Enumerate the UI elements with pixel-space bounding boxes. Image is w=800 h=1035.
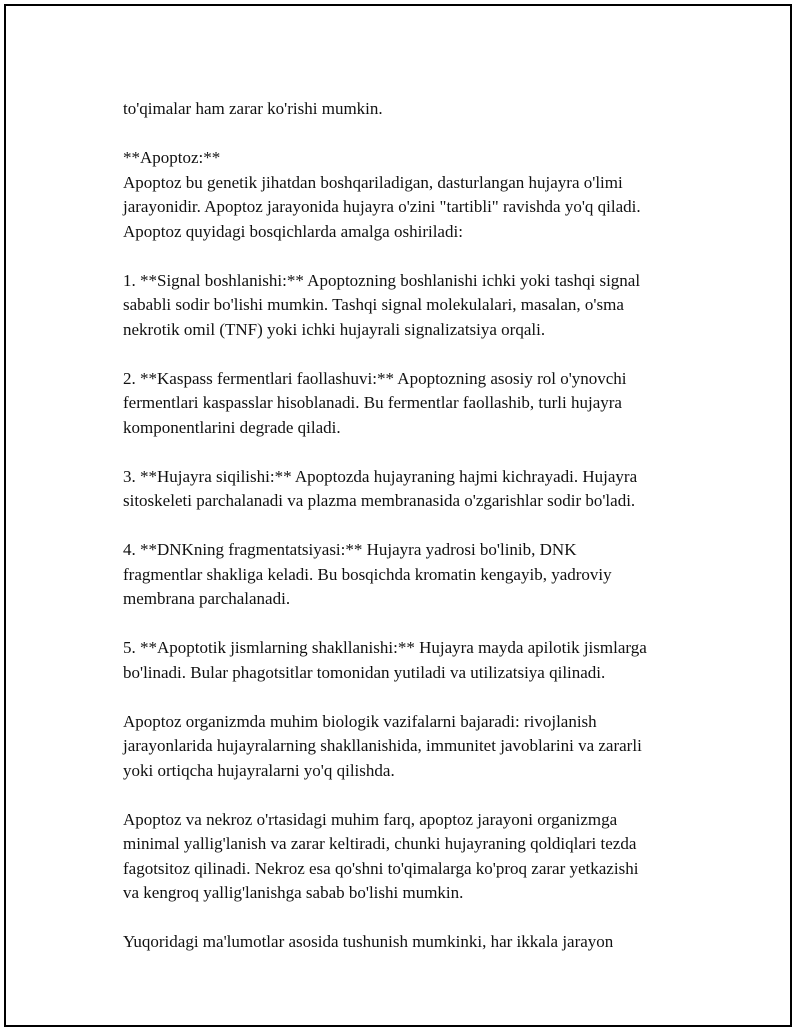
list-item-jismlar: 5. **Apoptotik jismlarning shakllanishi:** Hujayra mayda apilotik jismlarga bo'linadi. Bular phagotsitlar tomonidan yutiladi va utilizatsiya qilinadi. [123,638,647,682]
paragraph-conclusion: Yuqoridagi ma'lumotlar asosida tushunish mumkinki, har ikkala jarayon [123,932,614,951]
list-item-dnk: 4. **DNKning fragmentatsiyasi:** Hujayra yadrosi bo'linib, DNK fragmentlar shakliga keladi. Bu bosqichda kromatin kengayib, yadroviy membrana parchalanadi. [123,540,612,608]
document-body [123,97,703,979]
list-item-siqilish: 3. **Hujayra siqilishi:** Apoptozda hujayraning hajmi kichrayadi. Hujayra sitoskeleti parchalanadi va plazma membranasida o'zgarishlar sodir bo'ladi. [123,466,638,510]
paragraph-apoptoz-role: Apoptoz organizmda muhim biologik vazifalarni bajaradi: rivojlanish jarayonlarida hujayralarning shakllanishida, immunitet javoblarini va zararli yoki ortiqcha hujayralarni yo'q qilishda. [123,711,642,780]
list-item-signal: 1. **Signal boshlanishi:** Apoptozning boshlanishi ichki yoki tashqi signal sababli sodir bo'lishi mumkin. Tashqi signal molekulalari, masalan, o'sma nekrotik omil (TNF) yoki ichki hujayrali signalizatsiya orqali. [123,270,641,339]
paragraph-continuation: to'qimalar ham zarar ko'rishi mumkin. [123,99,383,118]
page-frame [4,4,792,1027]
paragraph-difference: Apoptoz va nekroz o'rtasidagi muhim farq, apoptoz jarayoni organizmga minimal yallig'lanish va zarar keltiradi, chunki hujayraning qoldiqlari tezda fagotsitoz qilinadi. Nekroz esa qo'shni to'qimalarga ko'proq zarar yetkazishi va kengroq yallig'lanishga sabab bo'lishi mumkin. [123,809,639,902]
paragraph-apoptoz-intro: Apoptoz bu genetik jihatdan boshqariladigan, dasturlangan hujayra o'limi jarayonidir. Apoptoz jarayonida hujayra o'zini "tartibli" ravishda yo'q qiladi. Apoptoz quyidagi bosqichlarda amalga oshiriladi: [123,172,641,241]
list-item-kaspass: 2. **Kaspass fermentlari faollashuvi:** Apoptozning asosiy rol o'ynovchi fermentlari kaspasslar hisoblanadi. Bu fermentlar faollashib, turli hujayra komponentlarini degrade qiladi. [123,368,627,437]
apoptoz-heading: **Apoptoz:** [123,148,221,167]
